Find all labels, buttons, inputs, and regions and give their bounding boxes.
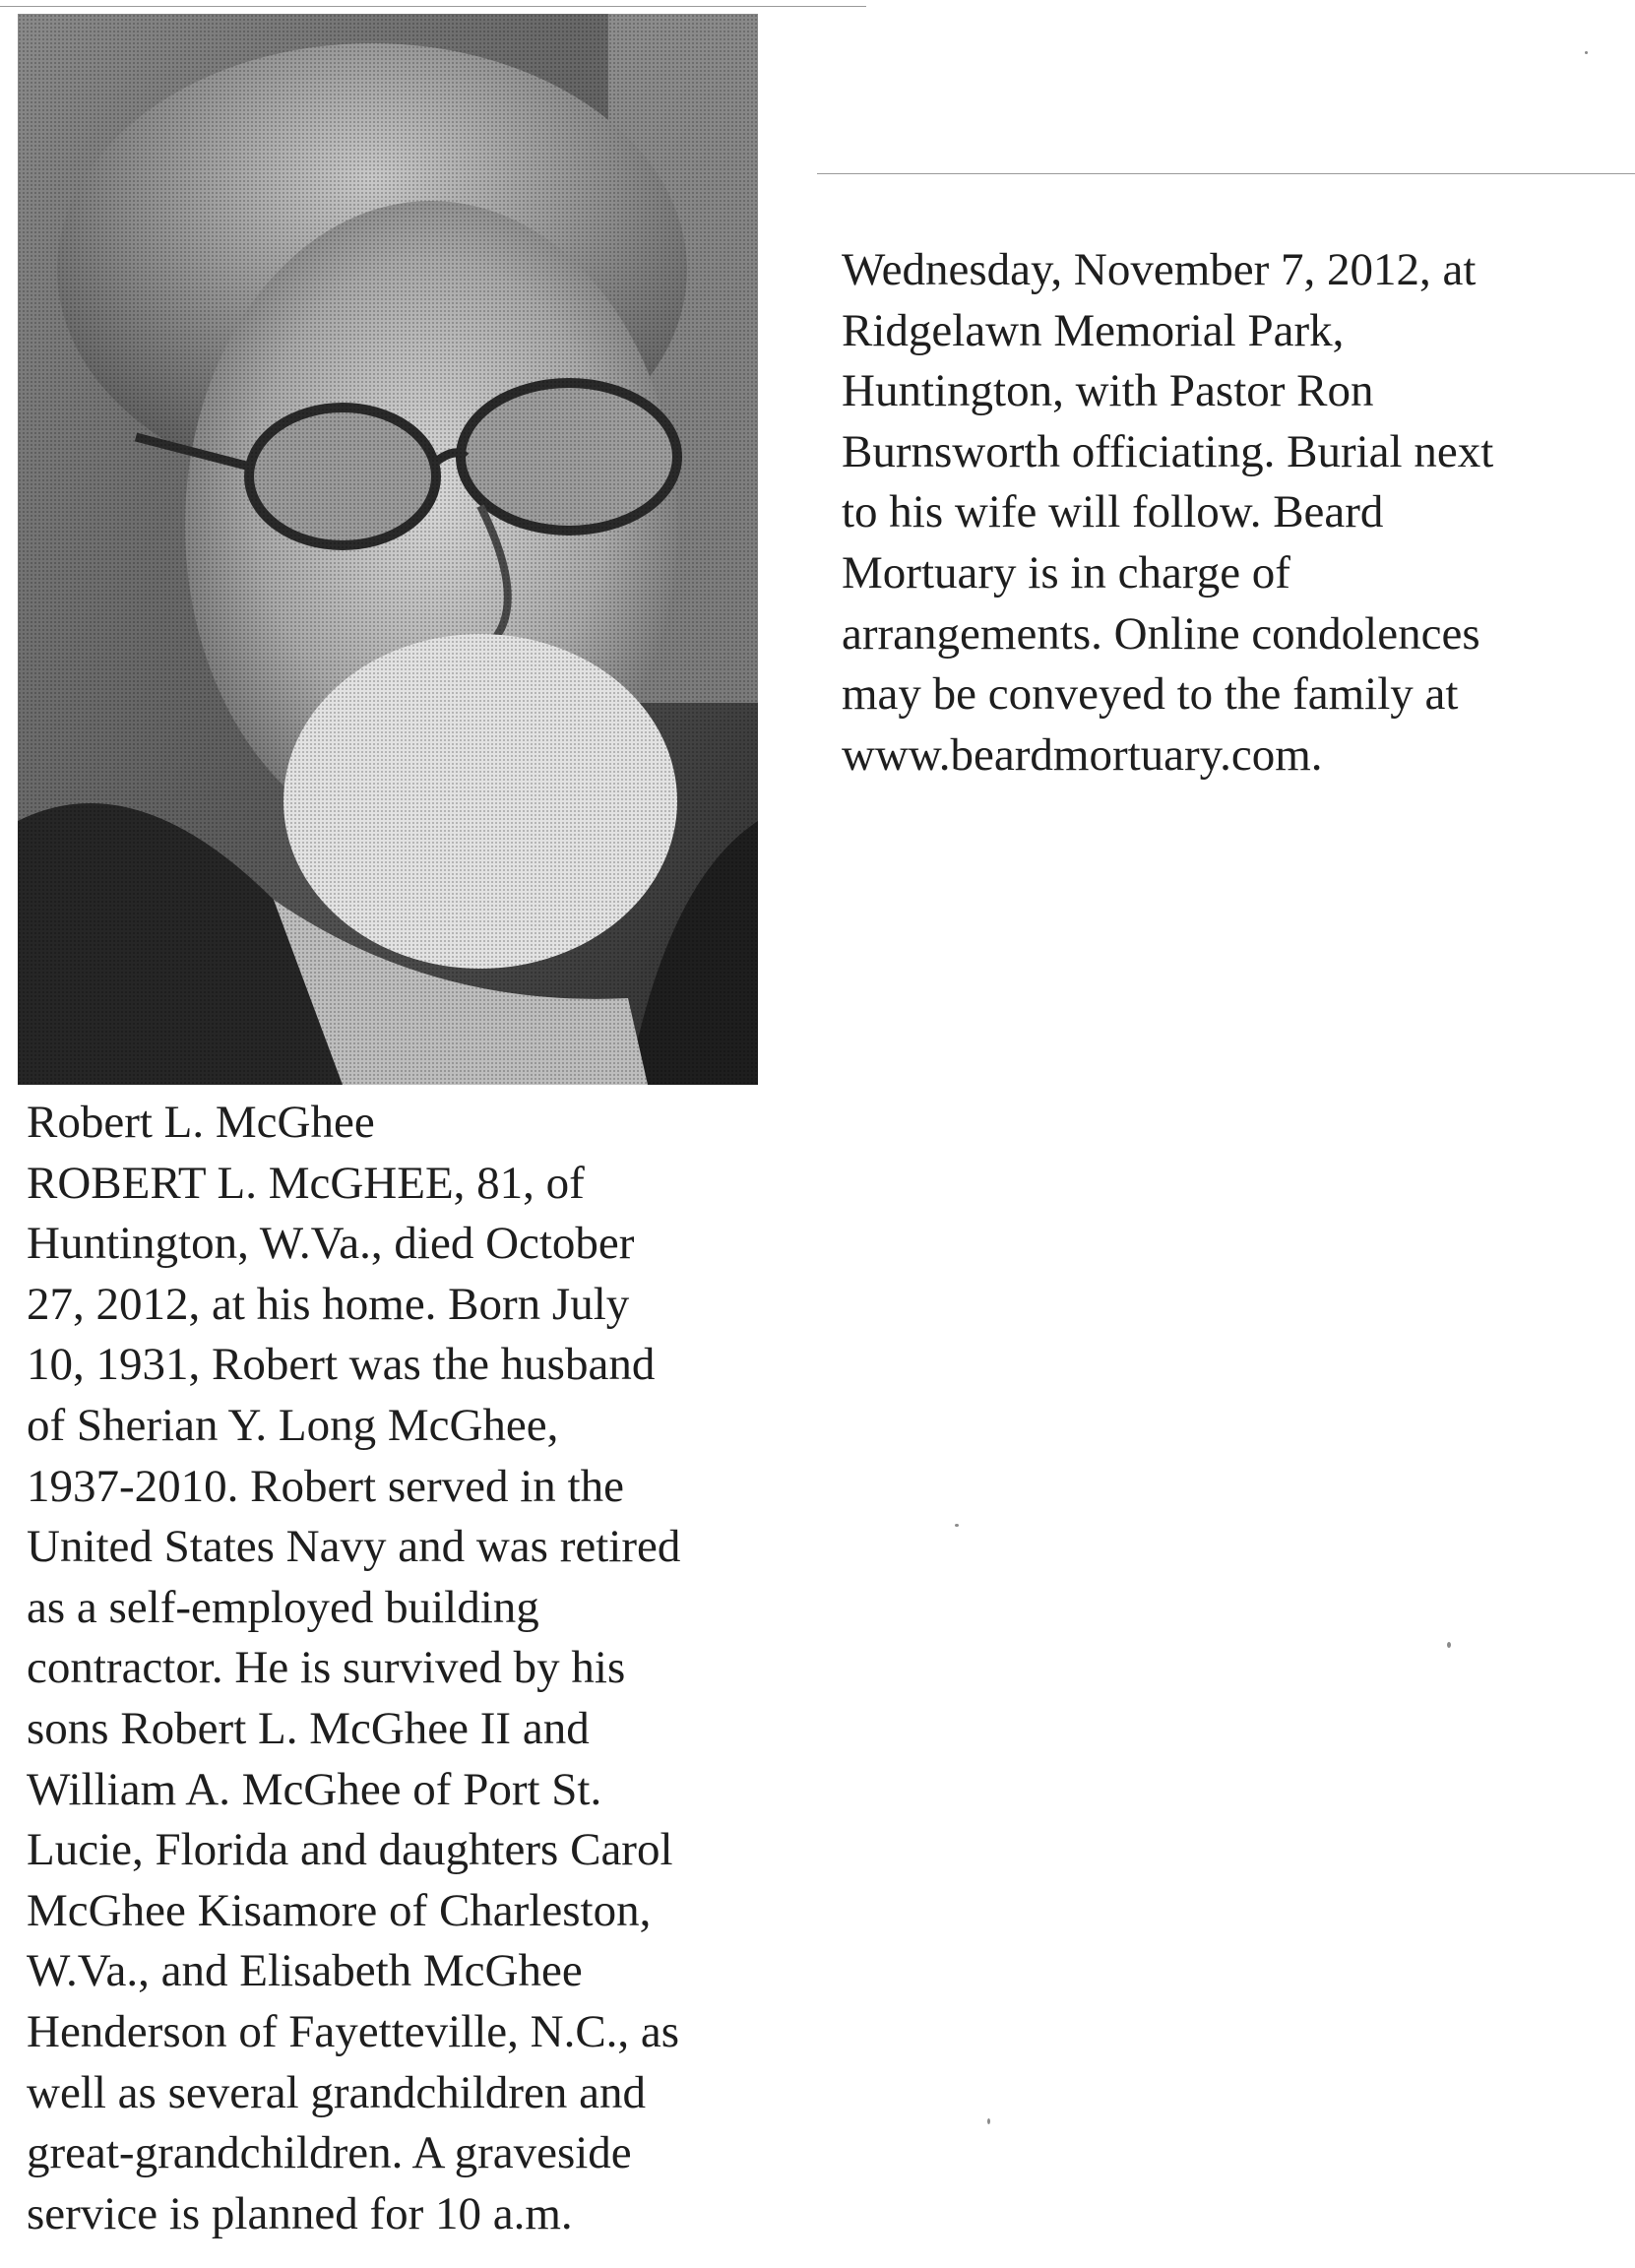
body-line: service is planned for 10 a.m. [27,2187,573,2239]
body-line: great-grandchildren. A graveside [27,2127,632,2179]
scan-speck [1447,1642,1451,1648]
body-line: 1937-2010. Robert served in the [27,1460,624,1512]
body-line: William A. McGhee of Port St. [27,1763,602,1815]
scan-edge-line-right [817,173,1635,174]
continued-line: Burnsworth officiating. Burial next [842,425,1494,477]
scan-speck [1585,51,1588,54]
portrait-photo [18,14,758,1085]
body-line: W.Va., and Elisabeth McGhee [27,1945,583,1997]
continued-line: may be conveyed to the family at [842,668,1459,721]
body-line: sons Robert L. McGhee II and [27,1702,590,1754]
body-line: 10, 1931, Robert was the husband [27,1339,656,1391]
body-line: as a self-employed building [27,1581,539,1633]
obituary-continued-column [842,240,1493,786]
portrait-image [18,14,758,1085]
body-line: United States Navy and was retired [27,1521,681,1573]
body-line: contractor. He is survived by his [27,1642,626,1694]
body-line: well as several grandchildren and [27,2066,647,2118]
body-line: Henderson of Fayetteville, N.C., as [27,2005,680,2057]
continued-line: arrangements. Online condolences [842,607,1480,660]
scan-speck [955,1524,959,1527]
body-line: ROBERT L. McGHEE, 81, of [27,1157,585,1209]
body-line: McGhee Kisamore of Charleston, [27,1884,652,1936]
body-line: Huntington, W.Va., died October [27,1218,635,1270]
obituary-main-column [27,1093,680,2244]
body-line: of Sherian Y. Long McGhee, [27,1399,559,1451]
continued-line: www.beardmortuary.com. [842,728,1323,781]
scan-speck [987,2118,990,2124]
continued-line: Mortuary is in charge of [842,546,1290,598]
continued-line: Wednesday, November 7, 2012, at [842,244,1477,295]
body-line: 27, 2012, at his home. Born July [27,1278,630,1330]
body-line: Lucie, Florida and daughters Carol [27,1824,673,1876]
continued-line: to his wife will follow. Beard [842,486,1384,538]
scan-edge-line-top [0,6,866,7]
continued-line: Huntington, with Pastor Ron [842,365,1374,417]
obituary-heading: Robert L. McGhee [27,1097,375,1148]
continued-line: Ridgelawn Memorial Park, [842,304,1345,356]
